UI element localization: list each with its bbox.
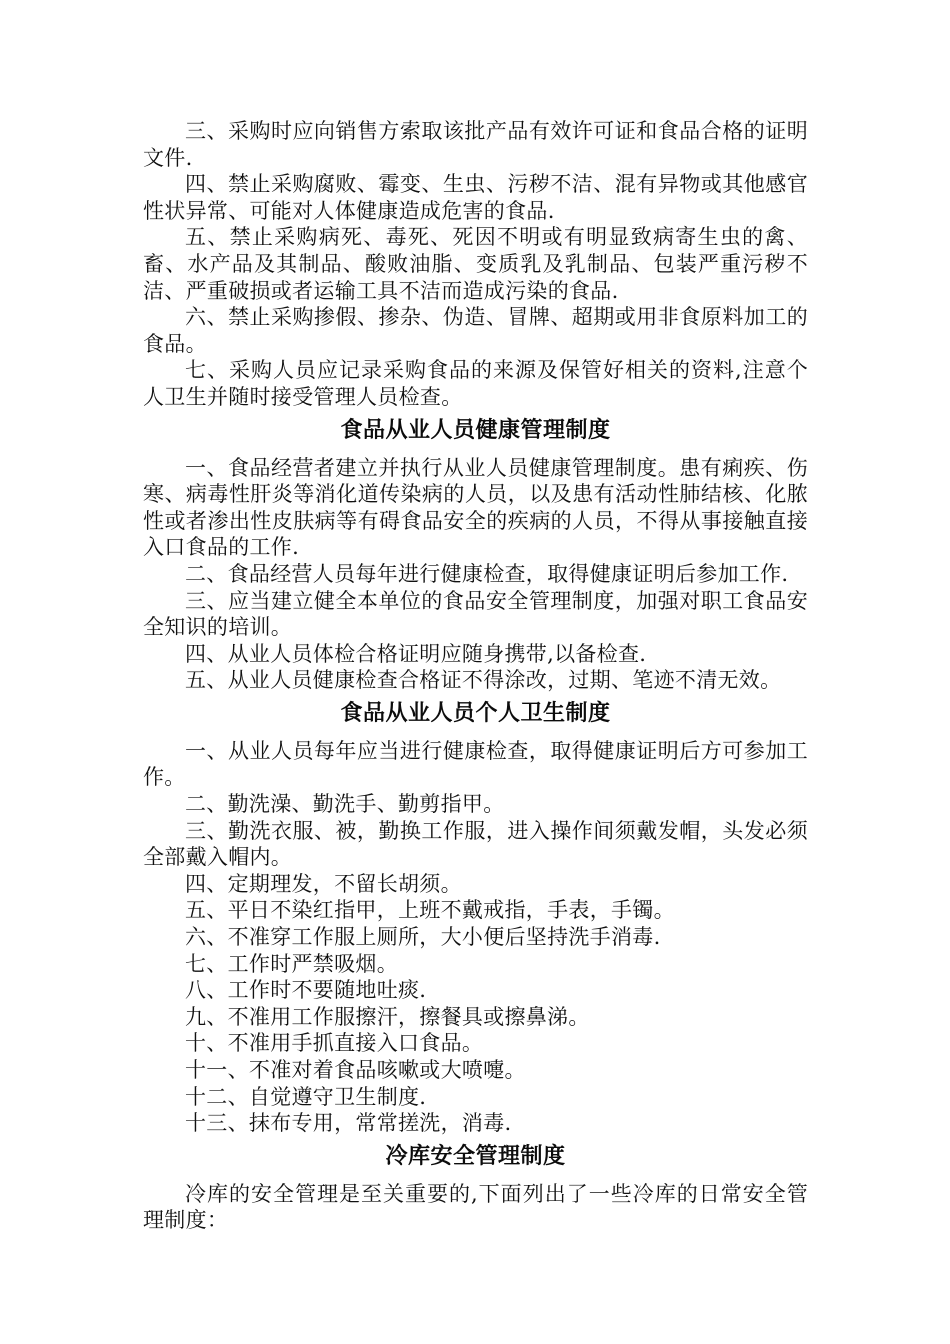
document-body	[143, 118, 808, 1234]
hygiene-rule-10: 十、不准用手抓直接入口食品。	[185, 1031, 484, 1056]
hygiene-rule-11: 十一、不准对着食品咳嗽或大喷嚏。	[185, 1058, 526, 1082]
health-management-title: 食品从业人员健康管理制度	[340, 417, 611, 443]
procurement-rule-5: 五、禁止采购病死、毒死、死因不明或有明显致病寄生虫的禽、畜、水产品及其制品、酸败油脂、变质乳及乳制品、包装严重污秽不洁、严重破损或者运输工具不洁而造成污染的食品.	[143, 225, 808, 303]
hygiene-rule-7: 七、工作时严禁吸烟。	[185, 951, 398, 976]
hygiene-rule-4: 四、定期理发，不留长胡须。	[185, 871, 462, 896]
procurement-rule-4: 四、禁止采购腐败、霉变、生虫、污秽不洁、混有异物或其他感官性状异常、可能对人体健康造成危害的食品.	[143, 172, 808, 223]
cold-storage-intro: 冷库的安全管理是至关重要的,下面列出了一些冷库的日常安全管理制度：	[143, 1181, 808, 1233]
health-rule-3: 三、应当建立健全本单位的食品安全管理制度，加强对职工食品安全知识的培训。	[143, 588, 808, 640]
procurement-rules-section	[143, 118, 808, 411]
personal-hygiene-title: 食品从业人员个人卫生制度	[340, 700, 611, 726]
hygiene-rule-1: 一、从业人员每年应当进行健康检查，取得健康证明后方可参加工作。	[143, 738, 808, 790]
health-rule-4: 四、从业人员体检合格证明应随身携带,以备检查.	[185, 641, 647, 666]
procurement-rule-3: 三、采购时应向销售方索取该批产品有效许可证和食品合格的证明文件.	[143, 119, 808, 170]
hygiene-rule-2: 二、勤洗澡、勤洗手、勤剪指甲。	[185, 792, 505, 817]
health-management-section	[143, 411, 808, 694]
hygiene-rule-9: 九、不准用工作服擦汗，擦餐具或擦鼻涕。	[185, 1004, 590, 1029]
procurement-rule-6: 六、禁止采购掺假、掺杂、伪造、冒牌、超期或用非食原料加工的食品。	[143, 305, 808, 356]
hygiene-rule-12: 十二、自觉遵守卫生制度.	[185, 1084, 427, 1109]
health-rule-2: 二、食品经营人员每年进行健康检查，取得健康证明后参加工作.	[185, 561, 789, 586]
cold-storage-section	[143, 1137, 808, 1234]
hygiene-rule-5: 五、平日不染红指甲，上班不戴戒指，手表，手镯。	[185, 898, 675, 923]
health-rule-5: 五、从业人员健康检查合格证不得涂改，过期、笔迹不清无效。	[185, 668, 782, 693]
hygiene-rule-13: 十三、抹布专用，常常搓洗，消毒.	[185, 1111, 512, 1136]
personal-hygiene-section	[143, 694, 808, 1137]
health-rule-1: 一、食品经营者建立并执行从业人员健康管理制度。患有痢疾、伤寒、病毒性肝炎等消化道传染病的人员，以及患有活动性肺结核、化脓性或者渗出性皮肤病等有碍食品安全的疾病的人员，不得从事接触直接入口食品的工作.	[143, 455, 808, 560]
procurement-rule-7: 七、采购人员应记录采购食品的来源及保管好相关的资料,注意个人卫生并随时接受管理人员检查。	[143, 358, 808, 409]
hygiene-rule-6: 六、不准穿工作服上厕所，大小便后坚持洗手消毒.	[185, 925, 661, 950]
cold-storage-title: 冷库安全管理制度	[385, 1143, 566, 1169]
hygiene-rule-8: 八、工作时不要随地吐痰.	[185, 978, 427, 1003]
hygiene-rule-3: 三、勤洗衣服、被，勤换工作服，进入操作间须戴发帽，头发必须全部戴入帽内。	[143, 818, 808, 870]
